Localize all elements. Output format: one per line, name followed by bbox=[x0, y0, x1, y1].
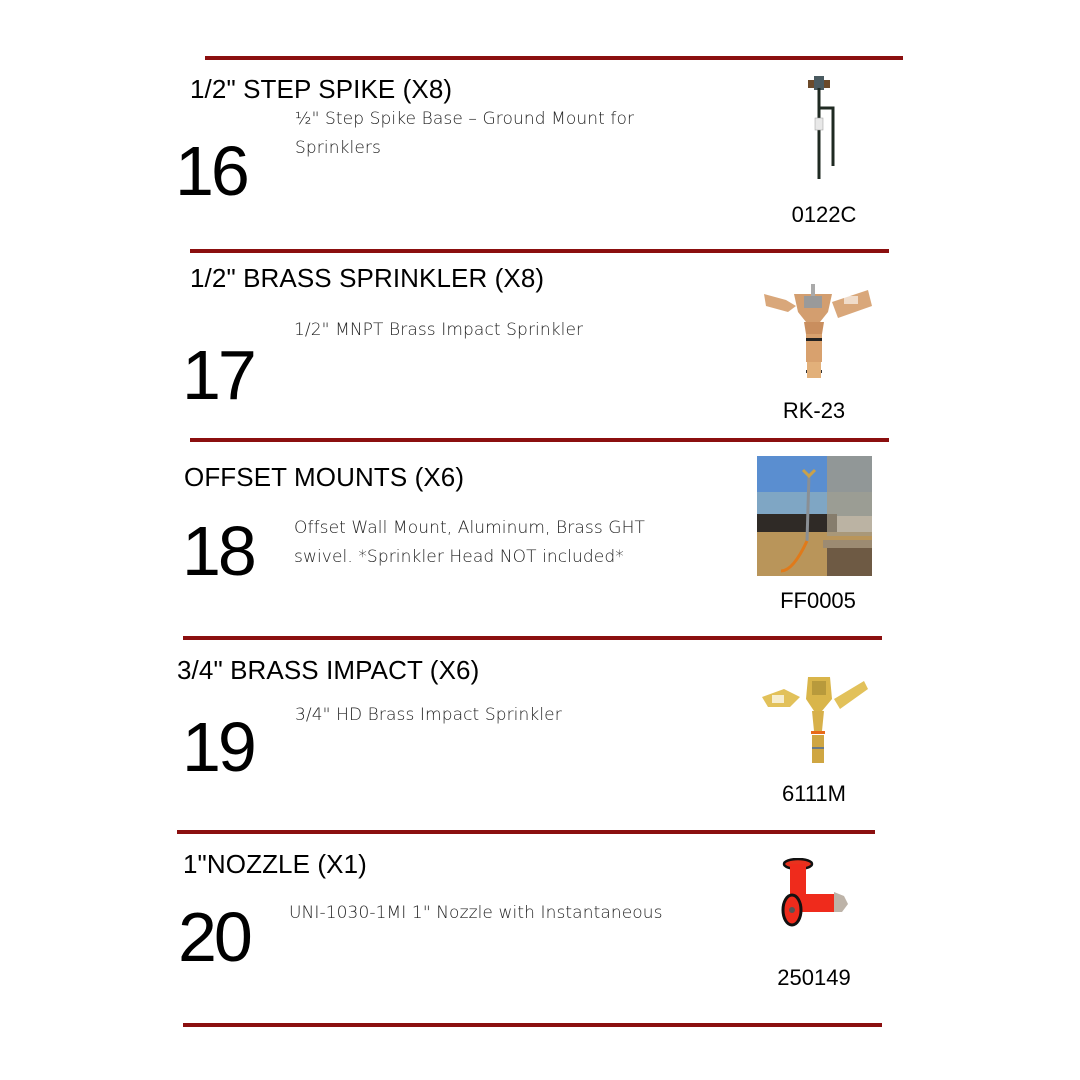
brass-impact-image bbox=[760, 675, 870, 770]
offset-mount-photo bbox=[757, 456, 872, 576]
divider-bottom bbox=[183, 1023, 882, 1027]
item-title: 1/2" BRASS SPRINKLER (X8) bbox=[190, 263, 545, 293]
divider-top bbox=[205, 56, 903, 60]
item-description: 1/2" MNPT Brass Impact Sprinkler bbox=[294, 320, 584, 340]
red-nozzle-image bbox=[778, 858, 856, 930]
item-description: ½" Step Spike Base – Ground Mount for Sprinklers bbox=[295, 109, 635, 158]
divider-3 bbox=[183, 636, 882, 640]
item-number: 20 bbox=[178, 898, 250, 976]
item-number: 16 bbox=[175, 132, 247, 210]
item-title: 1/2" STEP SPIKE (X8) bbox=[190, 74, 453, 104]
item-title: 3/4" BRASS IMPACT (X6) bbox=[177, 655, 480, 685]
item-code: FF0005 bbox=[780, 588, 856, 613]
divider-1 bbox=[190, 249, 889, 253]
item-code: 0122C bbox=[791, 202, 857, 227]
item-number: 19 bbox=[182, 708, 254, 786]
divider-2 bbox=[190, 438, 889, 442]
item-description: Offset Wall Mount, Aluminum, Brass GHT swivel. *Sprinkler Head NOT included* bbox=[294, 518, 645, 567]
divider-4 bbox=[177, 830, 875, 834]
step-spike-image bbox=[800, 74, 850, 184]
item-number: 17 bbox=[182, 336, 254, 414]
item-title: OFFSET MOUNTS (X6) bbox=[184, 462, 465, 492]
item-code: 6111M bbox=[781, 781, 846, 806]
item-description: 3/4" HD Brass Impact Sprinkler bbox=[295, 705, 562, 725]
item-code: 250149 bbox=[777, 965, 851, 990]
item-description: UNI-1030-1MI 1" Nozzle with Instantaneous bbox=[289, 903, 663, 923]
brass-sprinkler-image bbox=[762, 282, 874, 382]
item-title: 1"NOZZLE (X1) bbox=[183, 849, 367, 879]
item-number: 18 bbox=[182, 512, 254, 590]
item-code: RK-23 bbox=[782, 398, 846, 423]
